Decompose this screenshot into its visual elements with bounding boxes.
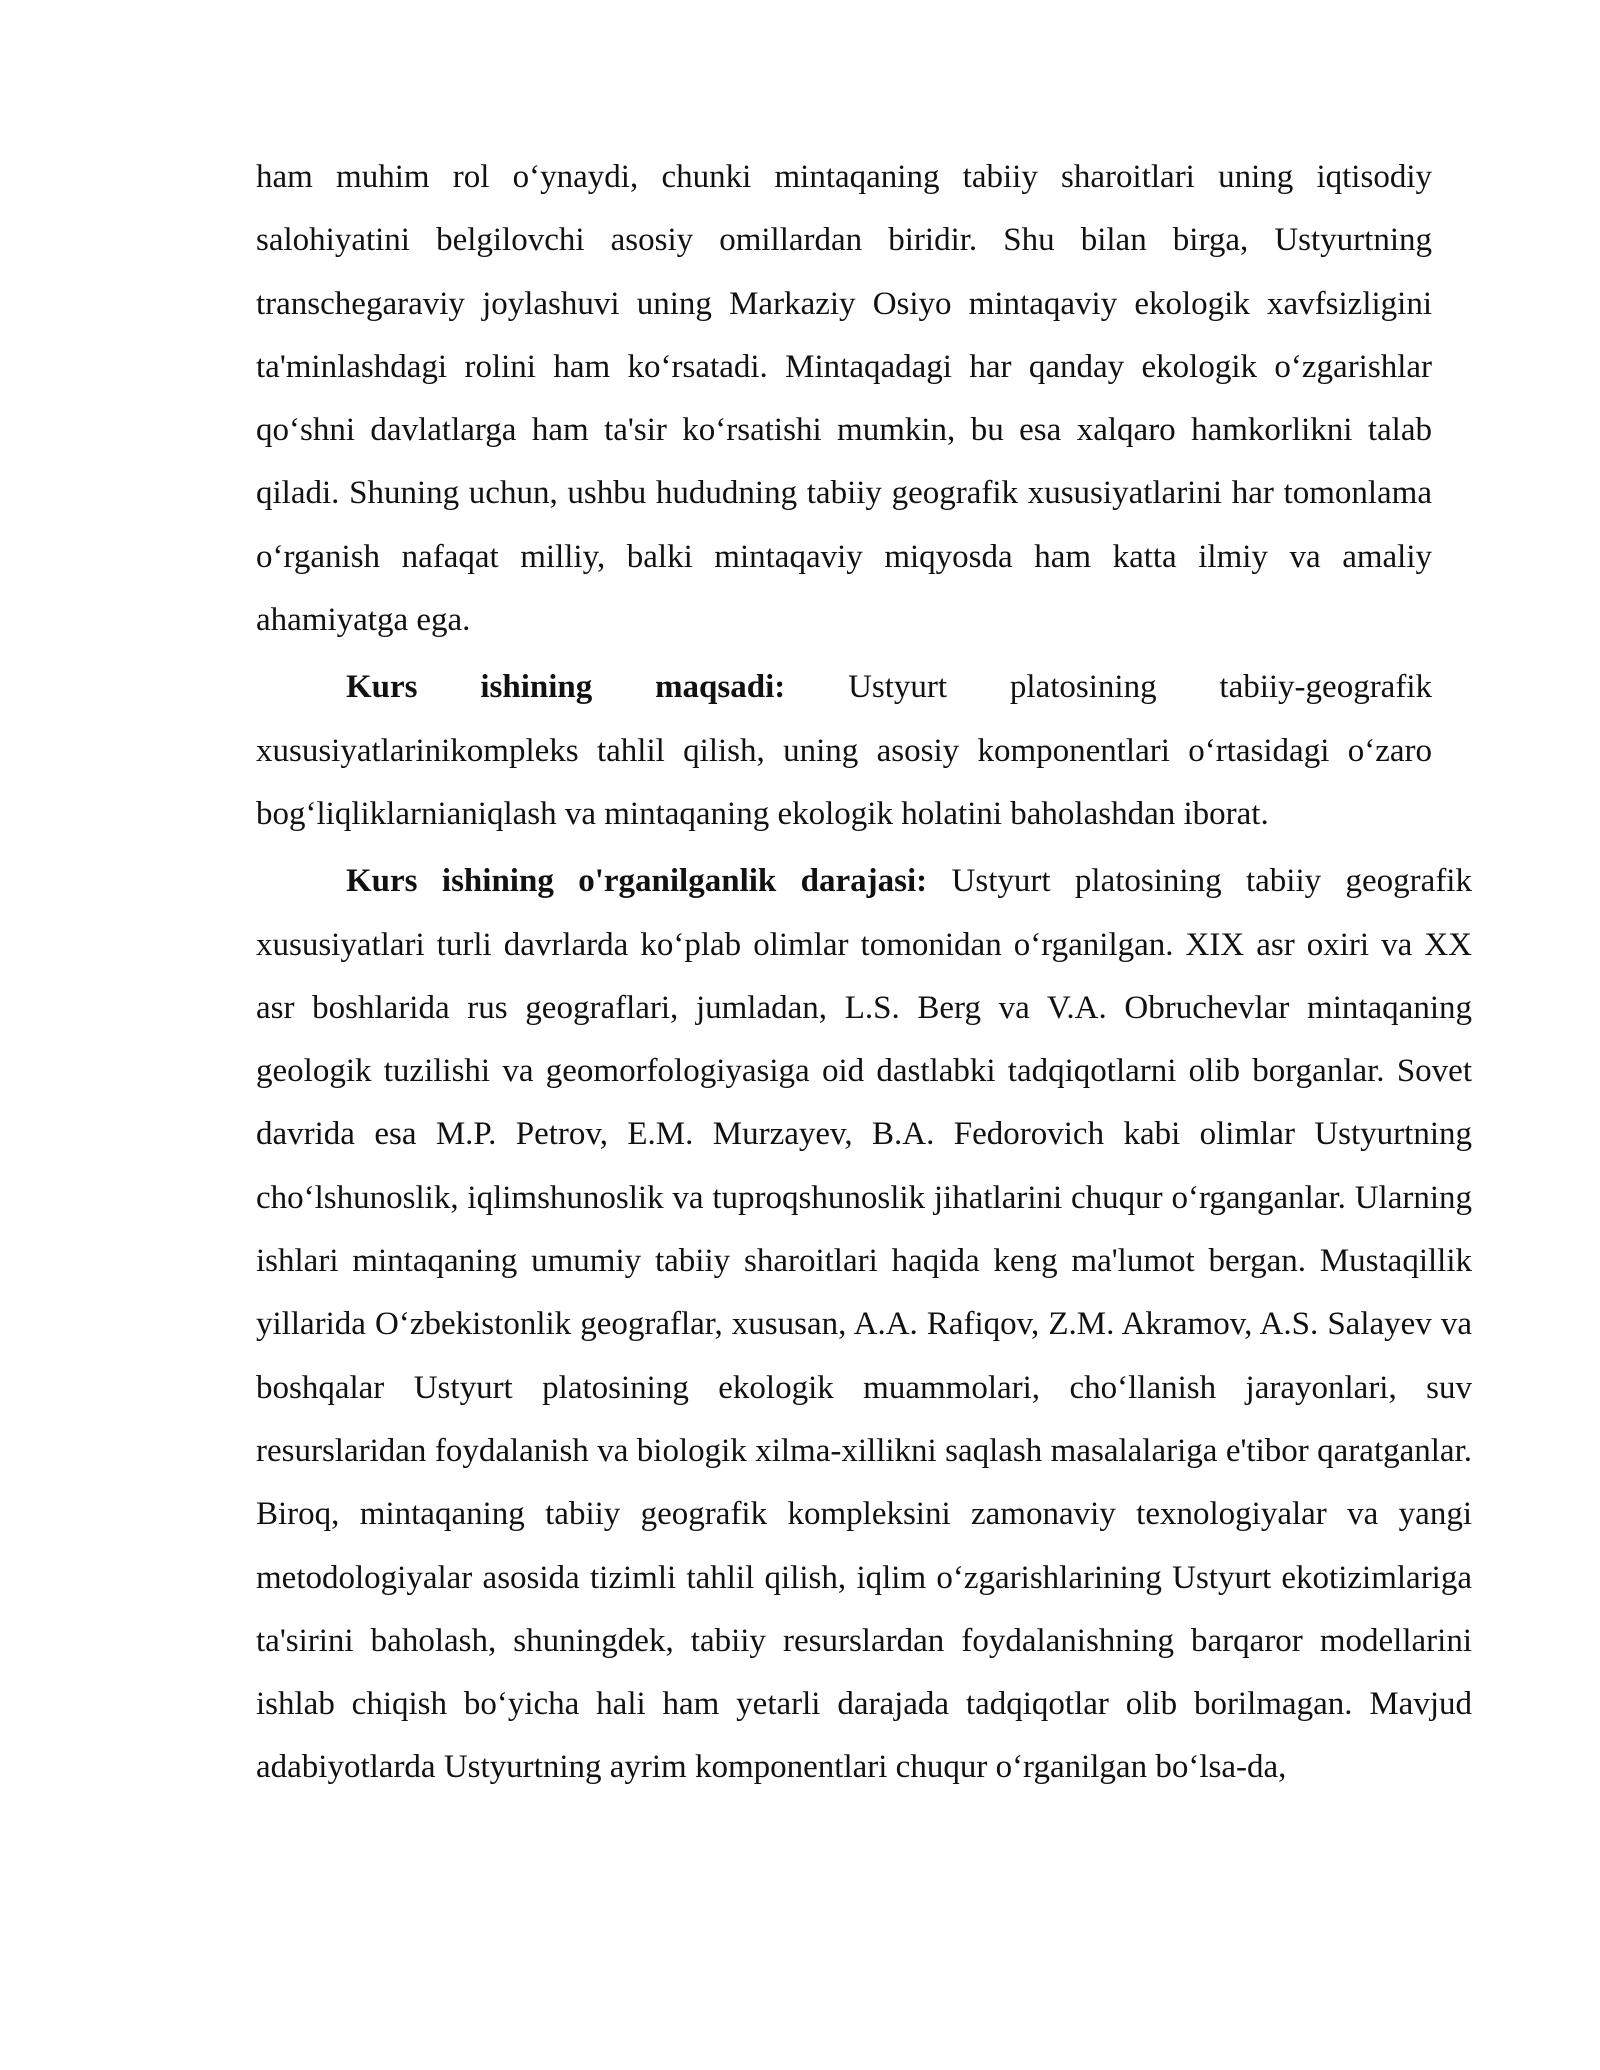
paragraph-intro-continuation (256, 146, 1432, 652)
paragraph-goal (256, 656, 1432, 846)
paragraph-research-level (256, 850, 1472, 1799)
paragraph-heading: Kurs ishining maqsadi: (346, 669, 786, 706)
paragraph-text: Ustyurt platosining tabiiy-geografik xususiyatlarinikompleks tahlil qilish, uning asosiy komponentlari oʻrtasidagi oʻzaro bogʻliqliklarnianiqlash va mintaqaning ekologik holatini baholashdan iborat. (256, 669, 1432, 832)
paragraph-text: ham muhim rol oʻynaydi, chunki mintaqaning tabiiy sharoitlari uning iqtisodiy salohiyatini belgilovchi asosiy omillardan biridir. Shu bilan birga, Ustyurtning transchegaraviy joylashuvi uning Markaziy Osiyo mintaqaviy ekologik xavfsizligini ta'minlashdagi rolini ham koʻrsatadi. Mintaqadagi har qanday ekologik oʻzgarishlar qoʻshni davlatlarga ham ta'sir koʻrsatishi mumkin, bu esa xalqaro hamkorlikni talab qiladi. Shuning uchun, ushbu hududning tabiiy geografik xususiyatlarini har tomonlama oʻrganish nafaqat milliy, balki mintaqaviy miqyosda ham katta ilmiy va amaliy ahamiyatga ega. (256, 159, 1432, 639)
paragraph-heading: Kurs ishining o'rganilganlik darajasi: (346, 863, 928, 900)
paragraph-text: Ustyurt platosining tabiiy geografik xususiyatlari turli davrlarda koʻplab olimlar tomonidan oʻrganilgan. XIX asr oxiri va XX asr boshlarida rus geograflari, jumladan, L.S. Berg va V.A. Obruchevlar mintaqaning geologik tuzilishi va geomorfologiyasiga oid dastlabki tadqiqotlarni olib borganlar. Sovet davrida esa M.P. Petrov, E.M. Murzayev, B.A. Fedorovich kabi olimlar Ustyurtning choʻlshunoslik, iqlimshunoslik va tuproqshunoslik jihatlarini chuqur oʻrganganlar. Ularning ishlari mintaqaning umumiy tabiiy sharoitlari haqida keng ma'lumot bergan. Mustaqillik yillarida Oʻzbekistonlik geograflar, xususan, A.A. Rafiqov, Z.M. Akramov, A.S. Salayev va boshqalar Ustyurt platosining ekologik muammolari, choʻllanish jarayonlari, suv resurslaridan foydalanish va biologik xilma-xillikni saqlash masalalariga e'tibor qaratganlar. Biroq, mintaqaning tabiiy geografik kompleksini zamonaviy texnologiyalar va yangi metodologiyalar asosida tizimli tahlil qilish, iqlim oʻzgarishlarining Ustyurt ekotizimlariga ta'sirini baholash, shuningdek, tabiiy resurslardan foydalanishning barqaror modellarini ishlab chiqish boʻyicha hali ham yetarli darajada tadqiqotlar olib borilmagan. Mavjud adabiyotlarda Ustyurtning ayrim komponentlari chuqur oʻrganilgan boʻlsa-da, (256, 863, 1472, 1786)
body-text (256, 146, 1472, 1800)
